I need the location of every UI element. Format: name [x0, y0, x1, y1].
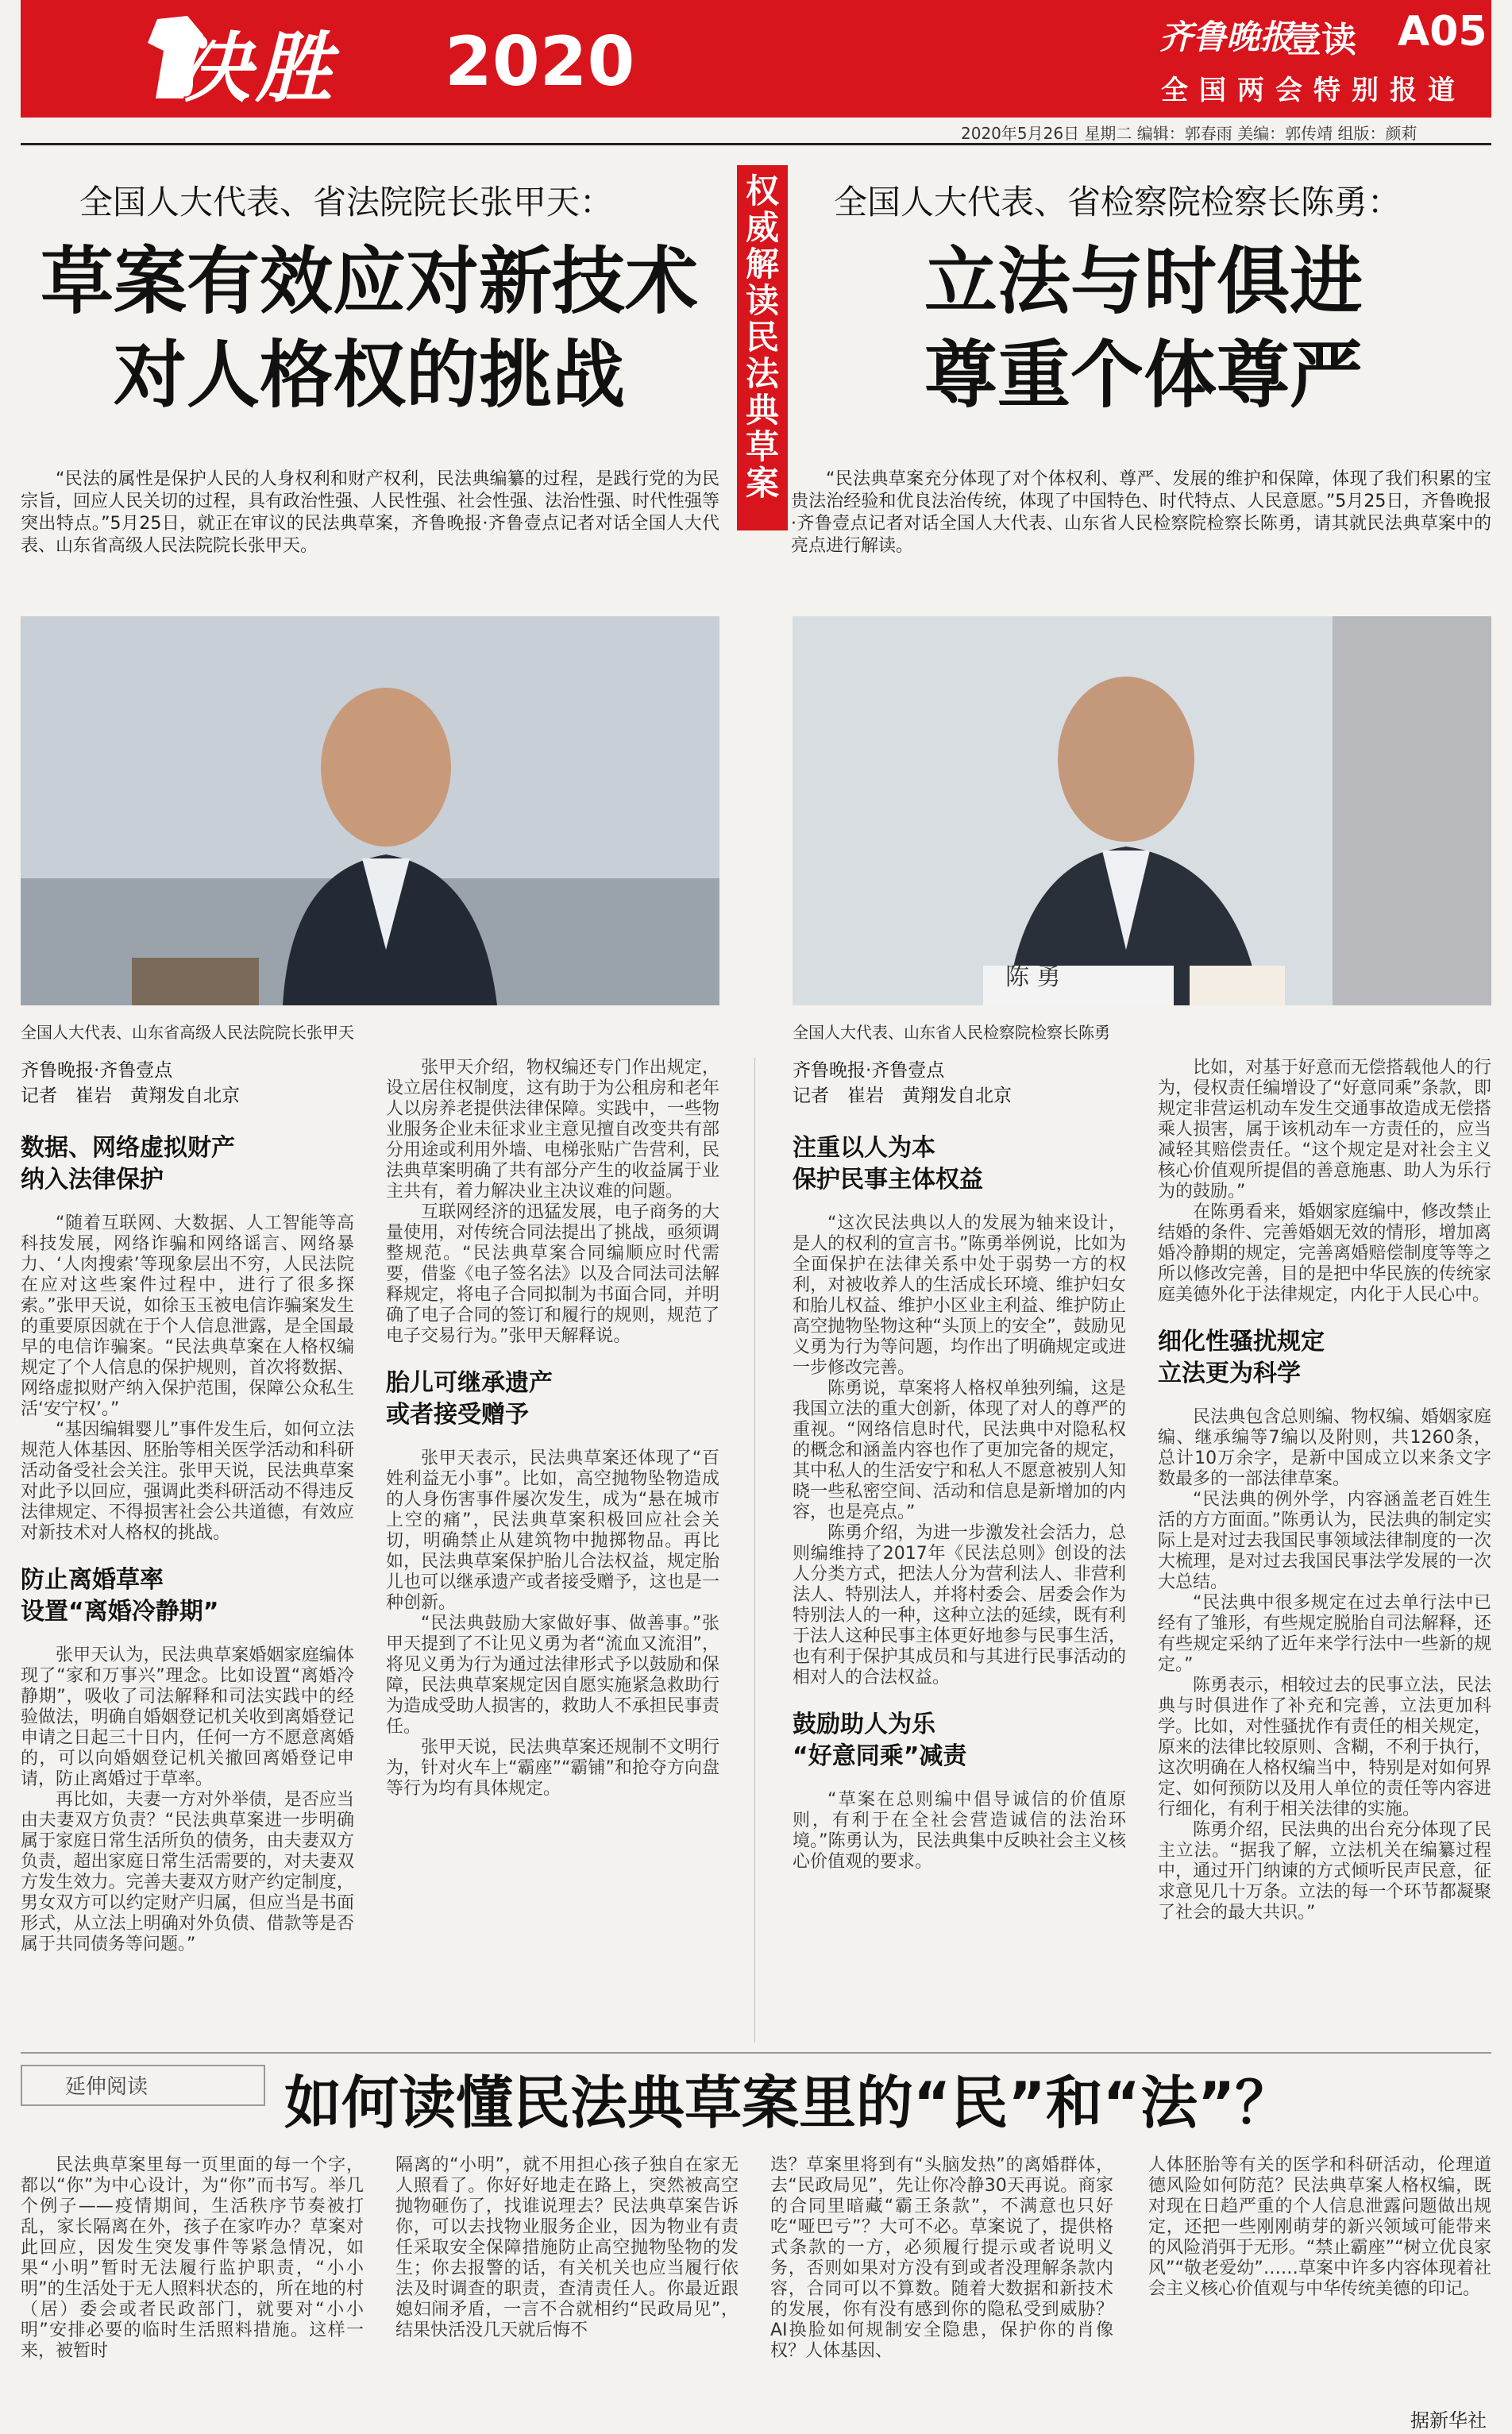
right-subhead-3a: 细化性骚扰规定: [1158, 1328, 1325, 1356]
vertical-banner: 权威解读民法典草案: [737, 165, 788, 530]
extension-label: 延伸阅读: [21, 2065, 265, 2106]
right-intro: “民法典草案充分体现了对个体权利、尊严、发展的维护和保障，体现了我们积累的宝贵法治经验和优良法治传统，体现了中国特色、时代特点、人民意愿。”5月25日，齐鲁晚报·齐鲁壹点记者对话全国人大代表、山东省人民检察院检察长陈勇，请其就民法典草案中的亮点进行解读。: [791, 469, 1491, 556]
left-subhead-1a: 数据、网络虚拟财产: [21, 1134, 235, 1162]
right-lead: 全国人大代表、省检察院检察长陈勇：: [834, 183, 1402, 222]
left-paragraph: 张甲天表示，民法典草案还体现了“百姓利益无小事”。比如，高空抛物坠物造成的人身伤害事件屡次发生，成为“悬在城市上空的痛”，民法典草案积极回应社会关切，明确禁止从建筑物中抛掷物品。再比如，民法典草案保护胎儿合法权益，规定胎儿也可以继承遗产或者接受赠予，这也是一种创新。: [386, 1448, 719, 1613]
right-paragraph: 陈勇表示，相较过去的民事立法，民法典与时俱进作了补充和完善，立法更加科学。比如，对性骚扰作有责任的相关规定，原来的法律比较原则、含糊，不利于执行，这次明确在人格权编当中，特别是对如何界定、如何预防以及用人单位的责任等内容进行细化，有利于相关法律的实施。: [1158, 1676, 1491, 1819]
left-subhead-3a: 胎儿可继承遗产: [386, 1369, 553, 1397]
left-paragraph: “随着互联网、大数据、人工智能等高科技发展，网络诈骗和网络谣言、网络暴力、‘人肉搜索’等现象层出不穷，人民法院在应对这些案件过程中，进行了很多探索。”张甲天说，如徐玉玉被电信诈骗案发生的重要原因就在于个人信息泄露，是全国最早的电信诈骗案。“民法典草案在人格权编规定了个人信息的保护规则，首次将数据、网络虚拟财产纳入保护范围，保障公众私生活‘安宁权’。”: [21, 1213, 354, 1419]
left-paragraph: 再比如，夫妻一方对外举债，是否应当由夫妻双方负责？“民法典草案进一步明确属于家庭日常生活所负的债务，由夫妻双方负责，超出家庭日常生活需要的，对夫妻双方发生效力。完善夫妻双方财产约定制度，男女双方可以约定财产归属，但应当是书面形式，从立法上明确对外负债、借款等是否属于共同债务等问题。”: [21, 1790, 354, 1954]
nameplate: 陈 勇: [1005, 963, 1061, 991]
right-paragraph: 民法典包含总则编、物权编、婚姻家庭编、继承编等7编以及附则，共1260条，总计10万余字，是新中国成立以来条文字数最多的一部法律草案。: [1158, 1407, 1491, 1489]
left-paragraph: 互联网经济的迅猛发展，电子商务的大量使用，对传统合同法提出了挑战，亟须调整规范。“民法典草案合同编顺应时代需要，借鉴《电子签名法》以及合同法司法解释规定，将电子合同拟制为书面合同，并明确了电子合同的签订和履行的规则，规范了电子交易行为。”张甲天解释说。: [386, 1202, 719, 1346]
left-subhead-3b: 或者接受赠予: [386, 1401, 529, 1429]
right-paragraph: “民法典中很多规定在过去单行法中已经有了雏形，有些规定脱胎自司法解释，还有些规定采纳了近年来学行法中一些新的规定。”: [1158, 1593, 1491, 1675]
left-intro: “民法的属性是保护人民的人身权利和财产权利，民法典编纂的过程，是践行党的为民宗旨，回应人民关切的过程，具有政治性强、人民性强、社会性强、法治性强、时代性强等突出特点。”5月25日，就正在审议的民法典草案，齐鲁晚报·齐鲁壹点记者对话全国人大代表、山东省高级人民法院院长张甲天。: [21, 469, 720, 556]
right-paragraph: 陈勇说，草案将人格权单独列编，这是我国立法的重大创新，体现了对人的尊严的重视。“网络信息时代，民法典中对隐私权的概念和涵盖内容也作了更加完备的规定，其中私人的生活安宁和私人不愿意被别人知晓一些私密空间、活动和信息是新增加的内容，也是亮点。”: [793, 1379, 1126, 1522]
left-paragraph: 张甲天认为，民法典草案婚姻家庭编体现了“家和万事兴”理念。比如设置“离婚冷静期”，吸收了司法解释和司法实践中的经验做法，明确自婚姻登记机关收到离婚登记申请之日起三十日内，任何一方不愿意离婚的，可以向婚姻登记机关撤回离婚登记申请，防止离婚过于草率。: [21, 1645, 354, 1789]
right-paragraph: 比如，对基于好意而无偿搭载他人的行为，侵权责任编增设了“好意同乘”条款，即规定非营运机动车发生交通事故造成无偿搭乘人损害，属于该机动车一方责任的，应当减轻其赔偿责任。“这个规定是对社会主义核心价值观所提倡的善意施惠、助人为乐行为的鼓励。”: [1158, 1058, 1491, 1202]
masthead-brand: 决胜: [175, 23, 337, 113]
right-subhead-2a: 鼓励助人为乐: [793, 1711, 935, 1738]
left-photo-caption: 全国人大代表、山东省高级人民法院院长张甲天: [21, 1023, 354, 1042]
left-photo: [21, 616, 719, 1005]
right-byline-1: 齐鲁晚报·齐鲁壹点: [793, 1060, 945, 1081]
right-column-1: [793, 1058, 1126, 2042]
right-headline-1: 立法与时俱进: [924, 239, 1363, 324]
right-subhead-2b: “好意同乘”减责: [793, 1742, 967, 1770]
right-column-2: [1158, 1058, 1491, 2042]
left-column-1: [21, 1058, 354, 2042]
portrait-photo-icon: [793, 616, 1491, 1005]
edition-meta: 2020年5月26日 星期二 编辑：郭春雨 美编：郭传靖 组版：颜莉: [961, 124, 1418, 143]
right-paragraph: 在陈勇看来，婚姻家庭编中，修改禁止结婚的条件、完善婚姻无效的情形，增加离婚冷静期的规定，完善离婚赔偿制度等等之所以修改完善，目的是把中华民族的传统家庭美德外化于法律规定，内化于人民心中。: [1158, 1202, 1491, 1305]
masthead-year: 2020: [445, 22, 635, 102]
extension-paragraph: 人体胚胎等有关的医学和科研活动，伦理道德风险如何防范？民法典草案人格权编，既对现在日趋严重的个人信息泄露问题做出规定，还把一些刚刚萌芽的新兴领域可能带来的风险消弭于无形。“禁止霸座”“树立优良家风”“敬老爱幼”……草案中许多内容体现着社会主义核心价值观与中华传统美德的印记。: [1148, 2155, 1491, 2299]
extension-paragraph: 迭？草案里将到有“头脑发热”的离婚群体，去“民政局见”，先让你冷静30天再说。商家的合同里暗藏“霸王条款”，不满意也只好吃“哑巴亏”？大可不必。草案说了，提供格式条款的一方，必须履行提示或者说明义务，否则如果对方没有到或者没理解条款内容，合同可以不算数。随着大数据和新技术的发展，你有没有感到你的隐私受到威胁？AI换脸如何规制安全隐患，保护你的肖像权？人体基因、: [770, 2155, 1113, 2361]
masthead-section: 壹读: [1286, 20, 1356, 60]
left-headline-1: 草案有效应对新技术: [40, 239, 698, 324]
left-subhead-2b: 设置“离婚冷静期”: [21, 1598, 219, 1626]
extension-rule: [21, 2052, 1491, 2054]
right-headline-2: 尊重个体尊严: [924, 333, 1363, 418]
source-credit: 据新华社: [1410, 2409, 1487, 2432]
center-divider: [754, 1058, 755, 2042]
right-paragraph: “民法典的例外学，内容涵盖老百姓生活的方方面面。”陈勇认为，民法典的制定实际上是对过去我国民事领域法律制度的一次大梳理，是对过去我国民事法学发展的一次大总结。: [1158, 1490, 1491, 1592]
extension-paragraph: 民法典草案里每一页里面的每一个字，都以“你”为中心设计，为“你”而书写。举几个例子——疫情期间，生活秩序节奏被打乱，家长隔离在外，孩子在家咋办？草案对此回应，因发生突发事件等紧急情况，如果“小明”暂时无法履行监护职责，“小小明”的生活处于无人照料状态的，所在地的村（居）委会或者民政部门，就要对“小小明”安排必要的临时生活照料措施。这样一来，被暂时: [21, 2155, 364, 2361]
right-byline-2: 记者 崔岩 黄翔发自北京: [793, 1086, 1012, 1106]
right-subhead-1b: 保护民事主体权益: [793, 1166, 983, 1194]
left-paragraph: “民法典鼓励大家做好事、做善事。”张甲天提到了不让见义勇为者“流血又流泪”，将见义勇为行为通过法律形式予以鼓励和保障，民法典草案规定因自愿实施紧急救助行为造成受助人损害的，救助人不承担民事责任。: [386, 1614, 719, 1737]
left-subhead-1b: 纳入法律保护: [21, 1166, 164, 1194]
left-column-2: [386, 1058, 719, 2042]
left-paragraph: “基因编辑婴儿”事件发生后，如何立法规范人体基因、胚胎等相关医学活动和科研活动备受社会关注。张甲天说，民法典草案对此予以回应，强调此类科研活动不得违反法律规定、不得损害社会公共道德，有效应对新技术对人格权的挑战。: [21, 1420, 354, 1543]
right-photo-caption: 全国人大代表、山东省人民检察院检察长陈勇: [793, 1023, 1110, 1042]
left-subhead-2a: 防止离婚草率: [21, 1566, 164, 1594]
masthead-page-number: A05: [1398, 8, 1487, 56]
masthead-subtitle: 全国两会特别报道: [1161, 75, 1466, 106]
right-paragraph: 陈勇介绍，为进一步激发社会活力，总则编维持了2017年《民法总则》创设的法人分类方式，把法人分为营利法人、非营利法人、特别法人，并将村委会、居委会作为特别法人的一种，这种立法的延续，既有利于法人这种民事主体更好地参与民事生活，也有利于保护其成员和与其进行民事活动的相对人的合法权益。: [793, 1523, 1126, 1688]
right-paragraph: 陈勇介绍，民法典的出台充分体现了民主立法。“据我了解，立法机关在编纂过程中，通过开门纳谏的方式倾听民声民意，征求意见几十万条。立法的每一个环节都凝聚了社会的最大共识。”: [1158, 1820, 1491, 1923]
extension-paragraph: 隔离的“小明”，就不用担心孩子独自在家无人照看了。你好好地走在路上，突然被高空抛物砸伤了，找谁说理去？民法典草案告诉你，可以去找物业服务企业，因为物业有责任采取安全保障措施防止高空抛物坠物的发生；你去报警的话，有关机关也应当履行依法及时调查的职责，查清责任人。你最近跟媳妇闹矛盾，一言不合就相约“民政局见”，结果快活没几天就后悔不: [395, 2155, 739, 2340]
right-paragraph: “草案在总则编中倡导诚信的价值原则，有利于在全社会营造诚信的法治环境。”陈勇认为，民法典集中反映社会主义核心价值观的要求。: [793, 1790, 1126, 1872]
right-subhead-3b: 立法更为科学: [1158, 1360, 1301, 1387]
right-subhead-1a: 注重以人为本: [793, 1134, 935, 1162]
extension-column-3: [770, 2155, 1113, 2393]
extension-column-4: [1148, 2155, 1491, 2393]
extension-column-1: [21, 2155, 364, 2393]
left-paragraph: 张甲天说，民法典草案还规制不文明行为，针对火车上“霸座”“霸铺”和抢夺方向盘等行为均有具体规定。: [386, 1738, 719, 1799]
header-rule: [21, 143, 1491, 145]
extension-column-2: [395, 2155, 739, 2393]
portrait-photo-icon: [21, 616, 719, 1005]
masthead-paper-name: 齐鲁晚报: [1159, 17, 1294, 56]
left-byline-2: 记者 崔岩 黄翔发自北京: [21, 1086, 240, 1106]
right-photo: [793, 616, 1491, 1005]
left-headline-2: 对人格权的挑战: [113, 333, 625, 418]
right-paragraph: “这次民法典以人的发展为轴来设计，是人的权利的宣言书。”陈勇举例说，比如为全面保护在法律关系中处于弱势一方的权利，对被收养人的生活成长环境、维护妇女和胎儿权益、维护小区业主利益、维护防止高空抛物坠物这种“头顶上的安全”，鼓励见义勇为行为等问题，均作出了明确规定或进一步修改完善。: [793, 1213, 1126, 1378]
left-byline-1: 齐鲁晚报·齐鲁壹点: [21, 1060, 173, 1081]
extension-title: 如何读懂民法典草案里的“民”和“法”？: [284, 2069, 1293, 2136]
left-paragraph: 张甲天介绍，物权编还专门作出规定，设立居住权制度，这有助于为公租房和老年人以房养老提供法律保障。实践中，一些物业服务企业未征求业主意见擅自改变共有部分用途或利用外墙、电梯张贴广告营利，民法典草案明确了共有部分产生的收益属于业主共有，着力解决业主决议难的问题。: [386, 1058, 719, 1202]
left-lead: 全国人大代表、省法院院长张甲天：: [79, 183, 614, 222]
